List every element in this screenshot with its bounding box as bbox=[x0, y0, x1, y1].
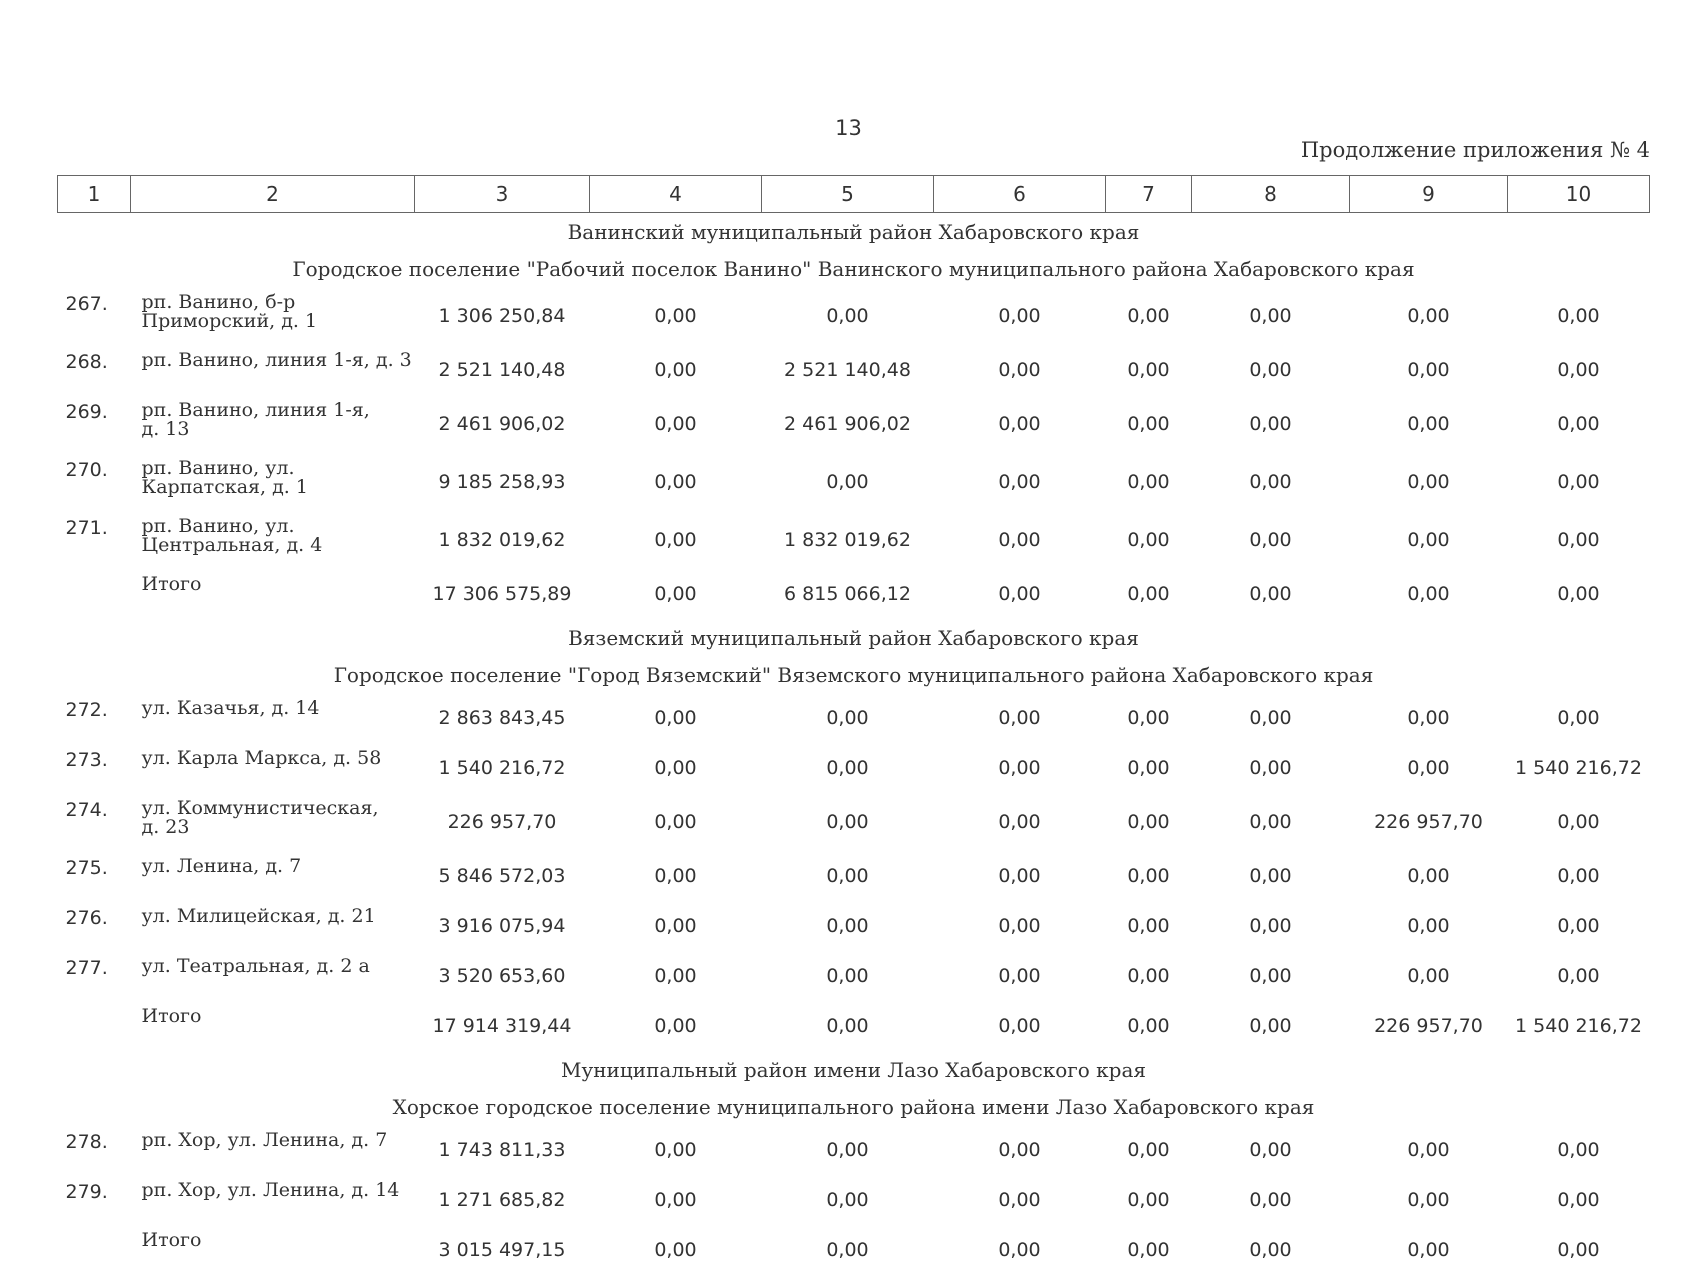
address-cell bbox=[131, 1125, 415, 1175]
address-line: рп. Хор, ул. Ленина, д. 7 bbox=[142, 1131, 415, 1150]
value-cell: 0,00 bbox=[1350, 693, 1508, 743]
settlement-heading-row bbox=[58, 656, 1650, 693]
value-cell: 0,00 bbox=[1192, 287, 1350, 345]
value-cell: 0,00 bbox=[590, 693, 762, 743]
total-label: Итого bbox=[131, 1225, 415, 1275]
value-cell: 0,00 bbox=[1106, 395, 1192, 453]
value-cell: 0,00 bbox=[590, 395, 762, 453]
total-value-cell: 0,00 bbox=[1508, 569, 1650, 619]
row-number: 267. bbox=[58, 287, 131, 345]
total-row bbox=[58, 1001, 1650, 1051]
column-header: 3 bbox=[415, 176, 590, 213]
table-row bbox=[58, 453, 1650, 511]
row-number: 275. bbox=[58, 851, 131, 901]
value-cell: 0,00 bbox=[1106, 511, 1192, 569]
total-value-cell: 0,00 bbox=[1106, 569, 1192, 619]
total-value-cell: 0,00 bbox=[1350, 1225, 1508, 1275]
value-cell: 0,00 bbox=[934, 951, 1106, 1001]
value-cell: 0,00 bbox=[1106, 743, 1192, 793]
column-header: 2 bbox=[131, 176, 415, 213]
district-heading: Вяземский муниципальный район Хабаровского края bbox=[58, 619, 1650, 656]
row-number: 276. bbox=[58, 901, 131, 951]
address-cell bbox=[131, 743, 415, 793]
value-cell: 0,00 bbox=[762, 851, 934, 901]
settlement-heading: Хорское городское поселение муниципального района имени Лазо Хабаровского края bbox=[58, 1088, 1650, 1125]
address-line: ул. Казачья, д. 14 bbox=[142, 699, 415, 718]
total-value-cell: 0,00 bbox=[590, 1225, 762, 1275]
value-cell: 0,00 bbox=[1508, 951, 1650, 1001]
value-cell: 3 916 075,94 bbox=[415, 901, 590, 951]
value-cell: 0,00 bbox=[934, 395, 1106, 453]
address-line: ул. Коммунистическая, bbox=[142, 799, 415, 818]
value-cell: 1 832 019,62 bbox=[415, 511, 590, 569]
value-cell: 0,00 bbox=[1192, 511, 1350, 569]
total-value-cell: 17 306 575,89 bbox=[415, 569, 590, 619]
value-cell: 0,00 bbox=[762, 1175, 934, 1225]
address-cell bbox=[131, 1175, 415, 1225]
row-number bbox=[58, 1225, 131, 1275]
value-cell: 0,00 bbox=[1350, 1175, 1508, 1225]
address-cell bbox=[131, 453, 415, 511]
value-cell: 0,00 bbox=[762, 453, 934, 511]
total-value-cell: 0,00 bbox=[590, 1001, 762, 1051]
settlement-heading-row bbox=[58, 1088, 1650, 1125]
value-cell: 1 743 811,33 bbox=[415, 1125, 590, 1175]
table-row bbox=[58, 951, 1650, 1001]
total-value-cell: 0,00 bbox=[1508, 1225, 1650, 1275]
value-cell: 0,00 bbox=[1508, 287, 1650, 345]
address-cell bbox=[131, 395, 415, 453]
continuation-label: Продолжение приложения № 4 bbox=[1301, 138, 1650, 162]
table-row bbox=[58, 345, 1650, 395]
address-line: рп. Ванино, линия 1-я, д. 3 bbox=[142, 351, 415, 370]
value-cell: 0,00 bbox=[1350, 901, 1508, 951]
table-row bbox=[58, 1125, 1650, 1175]
table-row bbox=[58, 793, 1650, 851]
total-value-cell: 0,00 bbox=[1192, 1001, 1350, 1051]
total-value-cell: 17 914 319,44 bbox=[415, 1001, 590, 1051]
value-cell: 0,00 bbox=[934, 453, 1106, 511]
value-cell: 3 520 653,60 bbox=[415, 951, 590, 1001]
row-number: 277. bbox=[58, 951, 131, 1001]
value-cell: 0,00 bbox=[1508, 793, 1650, 851]
value-cell: 2 461 906,02 bbox=[762, 395, 934, 453]
value-cell: 0,00 bbox=[1508, 851, 1650, 901]
value-cell: 5 846 572,03 bbox=[415, 851, 590, 901]
total-value-cell: 0,00 bbox=[1106, 1001, 1192, 1051]
value-cell: 0,00 bbox=[1192, 901, 1350, 951]
table-row bbox=[58, 511, 1650, 569]
value-cell: 0,00 bbox=[1192, 1125, 1350, 1175]
value-cell: 1 540 216,72 bbox=[1508, 743, 1650, 793]
address-line: д. 13 bbox=[142, 420, 415, 439]
table-row bbox=[58, 287, 1650, 345]
value-cell: 0,00 bbox=[1350, 851, 1508, 901]
value-cell: 0,00 bbox=[590, 287, 762, 345]
value-cell: 2 521 140,48 bbox=[415, 345, 590, 395]
value-cell: 0,00 bbox=[1508, 453, 1650, 511]
address-cell bbox=[131, 793, 415, 851]
total-value-cell: 0,00 bbox=[1192, 1225, 1350, 1275]
value-cell: 2 863 843,45 bbox=[415, 693, 590, 743]
total-value-cell: 0,00 bbox=[762, 1225, 934, 1275]
address-line: рп. Ванино, линия 1-я, bbox=[142, 401, 415, 420]
value-cell: 0,00 bbox=[1508, 901, 1650, 951]
value-cell: 0,00 bbox=[1508, 511, 1650, 569]
value-cell: 0,00 bbox=[934, 693, 1106, 743]
row-number: 269. bbox=[58, 395, 131, 453]
value-cell: 0,00 bbox=[1106, 793, 1192, 851]
value-cell: 0,00 bbox=[1192, 395, 1350, 453]
value-cell: 0,00 bbox=[1350, 345, 1508, 395]
column-header: 1 bbox=[58, 176, 131, 213]
address-line: рп. Ванино, ул. bbox=[142, 459, 415, 478]
value-cell: 0,00 bbox=[590, 345, 762, 395]
address-line: Карпатская, д. 1 bbox=[142, 478, 415, 497]
value-cell: 0,00 bbox=[1508, 345, 1650, 395]
value-cell: 0,00 bbox=[1106, 453, 1192, 511]
value-cell: 0,00 bbox=[934, 287, 1106, 345]
value-cell: 0,00 bbox=[1106, 1175, 1192, 1225]
value-cell: 0,00 bbox=[1192, 693, 1350, 743]
total-value-cell: 226 957,70 bbox=[1350, 1001, 1508, 1051]
address-line: ул. Карла Маркса, д. 58 bbox=[142, 749, 415, 768]
address-cell bbox=[131, 851, 415, 901]
value-cell: 0,00 bbox=[1350, 1125, 1508, 1175]
value-cell: 0,00 bbox=[934, 1175, 1106, 1225]
row-number: 272. bbox=[58, 693, 131, 743]
total-value-cell: 0,00 bbox=[1106, 1225, 1192, 1275]
total-value-cell: 0,00 bbox=[1192, 569, 1350, 619]
table-row bbox=[58, 693, 1650, 743]
value-cell: 0,00 bbox=[934, 743, 1106, 793]
value-cell: 0,00 bbox=[1350, 951, 1508, 1001]
address-line: рп. Хор, ул. Ленина, д. 14 bbox=[142, 1181, 415, 1200]
district-heading-row bbox=[58, 1051, 1650, 1088]
total-value-cell: 0,00 bbox=[934, 1001, 1106, 1051]
column-header: 7 bbox=[1106, 176, 1192, 213]
value-cell: 0,00 bbox=[1106, 1125, 1192, 1175]
value-cell: 0,00 bbox=[934, 793, 1106, 851]
value-cell: 0,00 bbox=[1106, 345, 1192, 395]
district-heading: Ванинский муниципальный район Хабаровского края bbox=[58, 213, 1650, 251]
district-heading-row bbox=[58, 619, 1650, 656]
value-cell: 2 521 140,48 bbox=[762, 345, 934, 395]
value-cell: 226 957,70 bbox=[415, 793, 590, 851]
value-cell: 0,00 bbox=[590, 851, 762, 901]
address-cell bbox=[131, 511, 415, 569]
column-number-row bbox=[58, 176, 1650, 213]
value-cell: 0,00 bbox=[934, 851, 1106, 901]
district-heading: Муниципальный район имени Лазо Хабаровского края bbox=[58, 1051, 1650, 1088]
row-number bbox=[58, 569, 131, 619]
value-cell: 0,00 bbox=[1508, 693, 1650, 743]
value-cell: 0,00 bbox=[1192, 453, 1350, 511]
address-line: ул. Ленина, д. 7 bbox=[142, 857, 415, 876]
value-cell: 0,00 bbox=[934, 901, 1106, 951]
value-cell: 2 461 906,02 bbox=[415, 395, 590, 453]
value-cell: 0,00 bbox=[762, 693, 934, 743]
value-cell: 0,00 bbox=[1508, 1125, 1650, 1175]
row-number: 268. bbox=[58, 345, 131, 395]
value-cell: 0,00 bbox=[1508, 1175, 1650, 1225]
value-cell: 0,00 bbox=[1350, 453, 1508, 511]
address-line: рп. Ванино, ул. bbox=[142, 517, 415, 536]
value-cell: 0,00 bbox=[1350, 511, 1508, 569]
total-value-cell: 0,00 bbox=[934, 569, 1106, 619]
value-cell: 0,00 bbox=[934, 1125, 1106, 1175]
value-cell: 0,00 bbox=[762, 793, 934, 851]
value-cell: 226 957,70 bbox=[1350, 793, 1508, 851]
value-cell: 0,00 bbox=[762, 901, 934, 951]
value-cell: 0,00 bbox=[590, 793, 762, 851]
row-number: 270. bbox=[58, 453, 131, 511]
row-number: 273. bbox=[58, 743, 131, 793]
table-row bbox=[58, 851, 1650, 901]
column-header: 5 bbox=[762, 176, 934, 213]
value-cell: 0,00 bbox=[1192, 345, 1350, 395]
row-number bbox=[58, 1001, 131, 1051]
settlement-heading-row bbox=[58, 250, 1650, 287]
column-header: 10 bbox=[1508, 176, 1650, 213]
total-row bbox=[58, 569, 1650, 619]
value-cell: 0,00 bbox=[1106, 851, 1192, 901]
address-line: д. 23 bbox=[142, 818, 415, 837]
district-heading-row bbox=[58, 213, 1650, 251]
table-row bbox=[58, 1175, 1650, 1225]
value-cell: 0,00 bbox=[934, 511, 1106, 569]
total-label: Итого bbox=[131, 1001, 415, 1051]
table-row bbox=[58, 743, 1650, 793]
table-row bbox=[58, 901, 1650, 951]
value-cell: 0,00 bbox=[1192, 743, 1350, 793]
value-cell: 0,00 bbox=[1106, 951, 1192, 1001]
row-number: 274. bbox=[58, 793, 131, 851]
column-header: 8 bbox=[1192, 176, 1350, 213]
value-cell: 0,00 bbox=[590, 453, 762, 511]
total-value-cell: 1 540 216,72 bbox=[1508, 1001, 1650, 1051]
value-cell: 0,00 bbox=[590, 511, 762, 569]
data-table bbox=[57, 175, 1650, 1275]
value-cell: 0,00 bbox=[1106, 287, 1192, 345]
address-cell bbox=[131, 693, 415, 743]
value-cell: 0,00 bbox=[762, 1125, 934, 1175]
value-cell: 0,00 bbox=[590, 901, 762, 951]
total-label: Итого bbox=[131, 569, 415, 619]
value-cell: 0,00 bbox=[1350, 743, 1508, 793]
settlement-heading: Городское поселение "Город Вяземский" Вяземского муниципального района Хабаровского края bbox=[58, 656, 1650, 693]
value-cell: 0,00 bbox=[590, 1175, 762, 1225]
value-cell: 0,00 bbox=[1192, 951, 1350, 1001]
address-line: рп. Ванино, б-р bbox=[142, 293, 415, 312]
value-cell: 0,00 bbox=[1192, 793, 1350, 851]
value-cell: 9 185 258,93 bbox=[415, 453, 590, 511]
value-cell: 0,00 bbox=[1350, 395, 1508, 453]
row-number: 271. bbox=[58, 511, 131, 569]
column-header: 4 bbox=[590, 176, 762, 213]
page-number: 13 bbox=[0, 116, 1697, 140]
value-cell: 1 832 019,62 bbox=[762, 511, 934, 569]
total-value-cell: 3 015 497,15 bbox=[415, 1225, 590, 1275]
value-cell: 1 306 250,84 bbox=[415, 287, 590, 345]
address-cell bbox=[131, 287, 415, 345]
value-cell: 0,00 bbox=[762, 951, 934, 1001]
total-row bbox=[58, 1225, 1650, 1275]
table-body bbox=[58, 213, 1650, 1275]
total-value-cell: 0,00 bbox=[590, 569, 762, 619]
row-number: 278. bbox=[58, 1125, 131, 1175]
value-cell: 0,00 bbox=[1508, 395, 1650, 453]
value-cell: 0,00 bbox=[1192, 851, 1350, 901]
value-cell: 0,00 bbox=[762, 743, 934, 793]
column-header: 6 bbox=[934, 176, 1106, 213]
value-cell: 0,00 bbox=[1192, 1175, 1350, 1225]
address-line: Центральная, д. 4 bbox=[142, 536, 415, 555]
total-value-cell: 0,00 bbox=[934, 1225, 1106, 1275]
value-cell: 0,00 bbox=[590, 951, 762, 1001]
value-cell: 0,00 bbox=[1106, 901, 1192, 951]
address-line: Приморский, д. 1 bbox=[142, 312, 415, 331]
address-line: ул. Театральная, д. 2 а bbox=[142, 957, 415, 976]
value-cell: 1 271 685,82 bbox=[415, 1175, 590, 1225]
table-row bbox=[58, 395, 1650, 453]
total-value-cell: 6 815 066,12 bbox=[762, 569, 934, 619]
value-cell: 0,00 bbox=[1350, 287, 1508, 345]
value-cell: 0,00 bbox=[934, 345, 1106, 395]
total-value-cell: 0,00 bbox=[762, 1001, 934, 1051]
value-cell: 1 540 216,72 bbox=[415, 743, 590, 793]
column-header: 9 bbox=[1350, 176, 1508, 213]
address-cell bbox=[131, 951, 415, 1001]
value-cell: 0,00 bbox=[590, 743, 762, 793]
row-number: 279. bbox=[58, 1175, 131, 1225]
value-cell: 0,00 bbox=[1106, 693, 1192, 743]
value-cell: 0,00 bbox=[590, 1125, 762, 1175]
address-cell bbox=[131, 901, 415, 951]
address-cell bbox=[131, 345, 415, 395]
value-cell: 0,00 bbox=[762, 287, 934, 345]
total-value-cell: 0,00 bbox=[1350, 569, 1508, 619]
address-line: ул. Милицейская, д. 21 bbox=[142, 907, 415, 926]
settlement-heading: Городское поселение "Рабочий поселок Ванино" Ванинского муниципального района Хабаровского края bbox=[58, 250, 1650, 287]
